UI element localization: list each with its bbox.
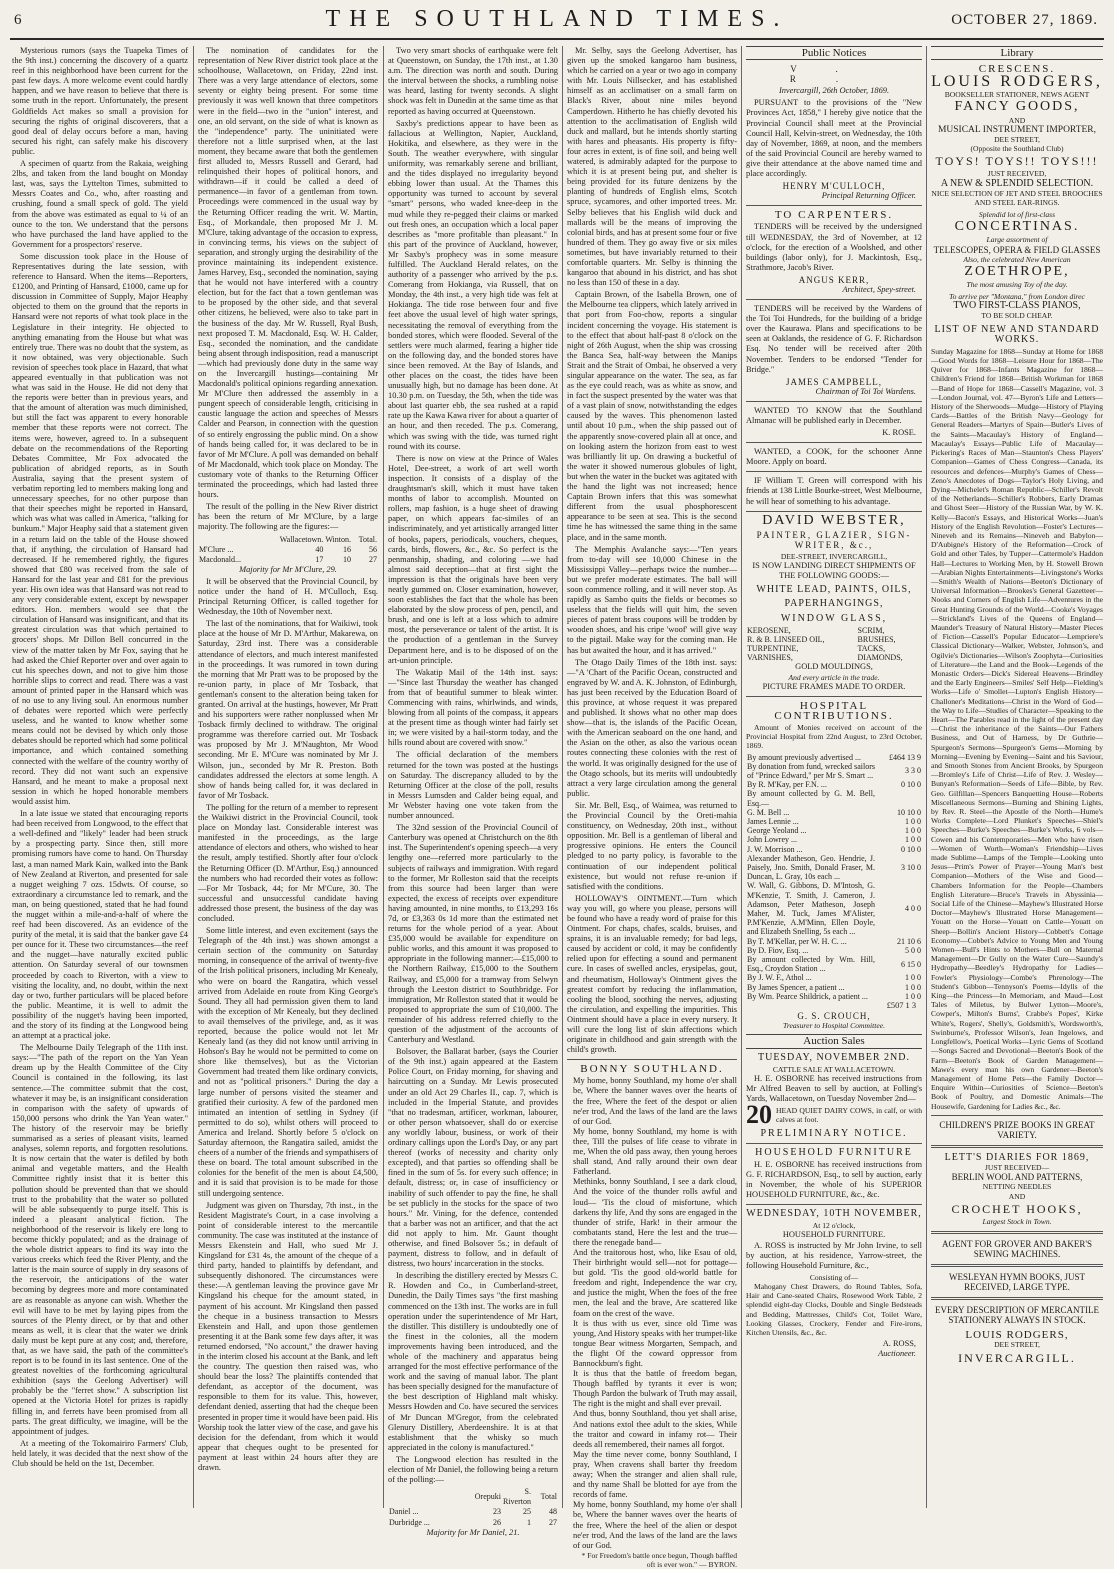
- divider: [931, 1231, 1103, 1234]
- table-row: [746, 937, 922, 946]
- issue-date: OCTOBER 27, 1869.: [951, 12, 1098, 28]
- poem-stanza: My home, bonny Southland, my home is with thee, Till the pulses of life cease to vibrate in me, When the old pass away, then young heroes shall stand, And rally around their own dear Fatherland.: [573, 1126, 737, 1177]
- hospital-total: £507 1 3: [886, 1001, 916, 1011]
- table-row: [388, 1507, 558, 1517]
- masthead-rule: [10, 38, 1104, 40]
- divider: [931, 1297, 1103, 1300]
- sale-lot: [746, 1100, 922, 1130]
- table-row: [746, 762, 922, 780]
- ad-note: TO BE SOLD CHEAP.: [981, 311, 1053, 321]
- table-cell: 1 0 0: [905, 835, 921, 845]
- table-cell: Orepuki: [474, 1492, 501, 1502]
- ad-note: The most amusing Toy of the day.: [966, 279, 1068, 289]
- section-heading-public-notices: Public Notices: [746, 46, 922, 60]
- ad-goods: CHILDREN'S PRIZE BOOKS IN GREAT VARIETY.: [939, 1119, 1095, 1140]
- ad-note: To arrive per "Montana," from London direc: [949, 292, 1085, 302]
- table-cell: TACKS,: [857, 644, 886, 654]
- table-cell: 48: [549, 1507, 557, 1517]
- poem-stanza: Methinks, bonny Southland, I see a dark cloud, And the voice of the thunder rolls awful and loud— 'Tis the cloud of misfortune, which darkens thy life, And thy sons are engaged in the thunder of strife, Hark! in their armour the combatants stand, Here the lest and the true—there the renegade band—: [573, 1177, 737, 1247]
- goods-list: [746, 626, 922, 663]
- ad-note: Largest Stock in Town.: [982, 1216, 1052, 1226]
- ad-intro: Amount of Monies received on account of the Provincial Hospital from 22nd August, to 23rd October, 1869.: [746, 723, 922, 751]
- table-cell: J. W. Morrison ...: [747, 844, 803, 854]
- sale-heading: PRELIMINARY NOTICE.: [760, 1127, 908, 1139]
- ad-goods: WINDOW GLASS,: [780, 612, 888, 624]
- table-cell: Wallacetown.: [279, 534, 324, 544]
- news-column-1: [12, 46, 188, 1510]
- table-cell: 25: [523, 1507, 531, 1517]
- table-cell: 4 0 0: [905, 904, 921, 914]
- divider: [746, 696, 922, 697]
- ad-goods: GOLD MOULDINGS,: [795, 662, 873, 672]
- table-cell: 1 0 0: [905, 826, 921, 836]
- article-paragraph: The result of the polling in the New River district has been the return of Mr M'Clure, by a large majority. The following are the figures:—: [198, 502, 378, 532]
- ad-heading: LIST OF NEW AND STANDARD WORKS.: [934, 323, 1100, 345]
- ad-goods: MUSICAL INSTRUMENT IMPORTER,: [937, 124, 1097, 135]
- advertiser-address: DEE STREET,: [994, 1339, 1040, 1349]
- table-row: [746, 789, 922, 807]
- table-row: [746, 854, 922, 882]
- table-cell: 6 15 0: [901, 959, 921, 969]
- ad-goods: PICTURE FRAMES MADE TO ORDER.: [762, 681, 906, 691]
- table-cell: 1 0 0: [905, 991, 921, 1001]
- poem: [567, 1064, 737, 1569]
- ad-signature-title: Architect, Spey-street.: [842, 284, 916, 294]
- masthead: [0, 0, 1114, 44]
- advertiser-name: DAVID WEBSTER,: [762, 512, 906, 528]
- ad-goods: TELESCOPES, OPERA & FIELD GLASSES: [933, 244, 1101, 255]
- table-row: [746, 808, 922, 817]
- divider: [746, 442, 922, 443]
- poem-stanza: My home, bonny Southland, my home o'er shall be, Where the banner waves over the hearts of the free, Where the heel of the alien or despot ne'er trod, And the laws of the land are the laws of our God.: [573, 1500, 737, 1550]
- column-divider: [926, 46, 927, 1508]
- ad-goods: LETT'S DIARIES FOR 1869,: [944, 1151, 1090, 1163]
- sale-text: H. E. OSBORNE has received instructions from G. F. RICHARDSON, Esq., to sell by auction, early in November, the whole of his SUPERIOR HOUSEHOLD FURNITURE, &c., &c.: [746, 1159, 922, 1200]
- poem-stanza: My home, bonny Southland, my home o'er shall be, Where the banner waves over the hearts of the free, Where the feet of the despot or alien ne'er trod, And the laws of the land are the laws of our God.: [573, 1076, 737, 1126]
- table-cell: John Lowrey ...: [747, 835, 797, 845]
- section-heading-auction-sales: Auction Sales: [746, 1034, 922, 1048]
- article-paragraph: The Melbourne Daily Telegraph of the 11th inst. says:—"The path of the report on the Yan Yean dream up by the Health Committee of the City Council is contained in the following, its last sentence.—The committee submit that the cost, whatever it may be, is an insignificant consideration in comparison with the safety of upwards of 150,000 persons who drink the Yan Yean water." The history of the reservoir may be briefly summarised as a series of pleasant visits, learned analyses, solemn reports, and forgotten resolutions. It is now certain that the water is defiled by both animal and vegetable matters, and the Health Committee rightly insist that it is better this pollution should be prevented than that we should trust to the probability that the water so polluted will be able subsequently to purge itself. This is indeed a pleasant analytical fiction. The neighborhood of the reservoir is likely ere long to become thickly populated; and as the drainage of the whole district appears to find its way into the various creeks which feed the River Plenty, and the latter is the main source of supply in dry seasons of the reservoir, the anticipations of the water becoming by degrees more and more contaminated are as reasonable as anyone can wish. Whether the evil will have to be met by laying pipes from the sources of the Plenty direct, or by that and other means as well, it is clear that the water we drink daily must be kept pure at any cost; and, therefore, that, as we have said, the path of the committee's report is to be found in its last sentence. One of the greatest novelties of the forthcoming agricultural exhibition (says the Geelong Advertiser) will probably be the "ferret show." A subscription list opened at the Victoria Hotel for prizes is rapidly filling in, and ferrets have been promised from all parts. The great difficulty, we imagine, will be the appointment of judges.: [12, 1043, 188, 1436]
- table-cell: 0 10 0: [901, 780, 921, 790]
- article-paragraph: Mr. Selby, says the Geelong Advertiser, has given up the smoked kangaroo ham business, which he carried on a year or two ago in company with Mr. Louis Nillsecker, and has established himself as an acclimatiser on a small farm on Black's River, about nine miles beyond Camperdown. Hitherto he has chiefly devoted his attention to the acclimatisation of English wild duck and mallard, but he intends shortly starting with hares and pheasants. His property is fifty-four acres in extent, is of fine soil, and being well watered, is admirably adapted for the purpose to which it is at present being put, and shelter is being provided for its future denizens by the planting of hundreds of English elms, Scotch spruce, sycamores, and other imported trees. Mr. Selby believes that his English wild duck and mallards will be the means of improving the colonial birds, and has at present some four or five hundred of them. They go away five or six miles sometimes, but have invariably returned to their comfortable quarters. Mr. Selby is thinning the kangaroo that abound in his district, and has shot no less than 150 of these in a day.: [567, 46, 737, 288]
- table-cell: 3 10 0: [901, 863, 921, 873]
- ad-goods: FANCY GOODS,: [954, 99, 1080, 115]
- poem-stanza: And the traitorous host, who, like Esau of old, Their birthright would sell—not for pottage—but gold. 'Tis the good old-world battle for freedom and right, Independence the war cry, and justice the might, When the foes of the free men, the leal and the brave, Are scattered like foam on the crest of the wave.: [573, 1247, 737, 1318]
- table-cell: Daniel ...: [389, 1507, 419, 1517]
- table-cell: 23: [493, 1507, 501, 1517]
- poem-stanza: It is thus that the battle of freedom began, Though baffled by tyrants it ever is won; Though Pardon the bulwark of Truth may assail, The right is the might and shall ever prevail.: [573, 1369, 737, 1409]
- ad-signature: K. ROSE.: [882, 428, 916, 438]
- ad-conjunction: AND: [1008, 1191, 1026, 1201]
- sale-lot-desc: HEAD QUIET DAIRY COWS, in calf, or with calves at foot.: [776, 1106, 922, 1125]
- poem-stanza: And thus, bonny Southland, thou yet shall arise, And nations extol thee adult to the skies, While the traitor and coward in infamy rot— Their deeds all remembered, their names all forgot.: [573, 1409, 737, 1449]
- notice-signature: HENRY M'CULLOCH,: [782, 181, 886, 192]
- column-divider: [741, 46, 742, 1508]
- table-cell: By amount collected by Wm. Hill, Esq., Croydon Station ...: [747, 955, 875, 974]
- table-cell: By James Spencer, a patient ...: [747, 982, 845, 992]
- article-paragraph: The 32nd session of the Provincial Council of Canterbury was opened at Christchurch on the 8th inst. The Superintendent's opening speech—a very lengthy one—referred more particularly to the subjects of railways and immigration. With regard to the former, Mr Rolleston said that the receipts from this source had been larger than were expected, the excess of receipts over expenditure having amounted, in nine months, to £13,293 16s 7d, or £3,363 0s 1d more than the estimated net returns for the whole period of a year. About £35,000 would be available for expenditure on public works, and this amount it was proposed to appropriate in the following manner:—£15,000 to the Northern Railway, £15,000 to the Southern Railway, and £5,000 for a tramway from Selwyn through the Leeston district to Southbridge. For immigration, Mr Rolleston stated that it would be proposed to appropriate the sum of £10,000. The remainder of his address referred chiefly to the question of the adjustment of the accounts of Canterbury and Westland.: [388, 823, 558, 1045]
- poll-results-table: [198, 535, 378, 565]
- article-paragraph: The last of the nominations, that for Waikiwi, took place at the house of Mr D. M'Arthur, Makarewa, on Saturday, 23rd inst. There was a considerable attendance of electors, and much interest manifested in the proceedings. It was rumored in town during the morning that Mr Pratt was to be proposed by the re-union party, in place of Mr Tosback, that gentleman's consent to the alteration being taken for granted. On arrival at the hustings, however, Mr Pratt and his supporters were rather nonplussed when Mr Tosback firmly declined to withdraw. The original programme was therefore carried out. Mr Tosback was proposed by Mr J. M'Naughton, Mr Wood seconding. Mr E. M'Cure was nominated by Mr J. Wilson, jun., seconded by Mr R. Preston. Both candidates addressed the electors at some length. A show of hands being called for, it was declared in favor of Mr Tosback.: [198, 619, 378, 800]
- article-paragraph: The polling for the return of a member to represent the Waikiwi district in the Provincial Council, took place on Monday last. Considerable interest was manifested in the proceedings, as the large attendance of electors and others, who wished to hear the result, amply testified. Shortly after four o'clock the Returning Officer (D. M'Arthur, Esq.) announced the numbers who had recorded their votes as follow:—For Mr Tosback, 44; for Mr M'Cure, 30. The successful and unsuccessful candidate having addressed those present, the business of the day was concluded.: [198, 802, 378, 923]
- ad-note: JUST RECEIVED,: [987, 169, 1047, 179]
- ad-note: Splendid lot of first-class: [978, 210, 1056, 220]
- advertiser-trade: BOOKSELLER STATIONER, NEWS AGENT: [944, 90, 1090, 100]
- poem-footnote: * For Freedom's battle once begun, Though baffled oft is ever won." — BYRON.: [581, 1550, 737, 1569]
- table-cell: By amount collected by G. M. Bell, Esq.—: [747, 789, 875, 808]
- article-paragraph: Sir. Mr. Bell, Esq., of Waimea, was returned to the Provincial Council by the Oreti-mahia constituency, on Wednesday, 20th inst., without opposition. Mr. Bell is a gentleman of liberal and progressive opinions. He enters the Council pledged to no party policy, is favorable to the continuation of our independent political existence, but would not refuse re-union if satisfied with the conditions.: [567, 800, 737, 891]
- article-paragraph: There is now on view at the Prince of Wales Hotel, Dee-street, a work of art well worth inspection. It consists of a display of the draughtsman's skill, which it must have taken months of labor to accomplish. Mounted on rollers, map fashion, is a huge sheet of drawing paper, on which appears fac-similes of an indiscriminately, and yet artistically arranged litter of books, papers, periodicals, vouchers, cheques, cards, birds, flowers, &c., &c. So perfect is the penmanship, shading, and coloring —we had almost said deception—that at first sight the impression is that the originals have been very neatly gummed on. Closer examination, however, soon establishes the fact that the whole has been elaborated by the slow process of pen, pencil, and brush, and one is left at a loss which to admire most, the perseverance or talent of the artist. It is the production of a gentleman in the Survey Department here, and is to be disposed of on the art-union principle.: [388, 453, 558, 665]
- table-cell: 1 0 0: [905, 982, 921, 992]
- sale-title: HOUSEHOLD FURNITURE.: [782, 1230, 886, 1240]
- article-paragraph: The Longwood election has resulted in the election of Mr Daniel, the following being a return of the polling:—: [388, 1454, 559, 1485]
- ad-goods: BERLIN WOOL AND PATTERNS,: [951, 1172, 1083, 1183]
- table-cell: Macdonald...: [199, 554, 241, 564]
- ad-goods: WHITE LEAD, PAINTS, OILS,: [756, 584, 912, 596]
- article-paragraph: Captain Brown, of the Isabella Brown, one of the Melbourne tea clippers, which lately arrived in that port from Foo-chow, reports a singular incident concerning the voyage. His statement is to the effect that about half-past 8 o'clock on the night of 26th August, when the ship was crossing the Banca Sea, half-way between the Manips Strait and the Strait of Ombai, he observed a very singular appearance on the water. The sea, as far as the eye could reach, was as white as snow, and in fact the suspect presented by the water was that of a vast plain of snow, notwithstanding the edges caused by the waves. This phenomenon lasted until about 10 p.m., when the ship passed out of the apparently snow-covered plain all at once, and on looking astern the horizon from east to west was brilliantly lit up. On drawing a bucketful of the water it showed numerous globules of light, but when the water in the bucket was agitated with the hand the light was not increased; hence Captain Brown infers that this was somewhat different from the usual phosphorescent appearance to be seen at sea. This is the second time he has witnessed the same thing in the same place, and in the same month.: [567, 290, 738, 542]
- table-cell: 27: [549, 1517, 557, 1527]
- royal-cypher: V. R.: [789, 64, 879, 85]
- ad-note: Also, the celebrated New American: [963, 254, 1071, 264]
- article-paragraph: Mysterious rumors (says the Tuapeka Times of the 9th inst.) concerning the discovery of a quartz reef in this neighborhood have been current for the past few days. A more welcome event could hardly happen, and we have reason to believe that there is some truth in the report. Unfortunately, the present Goldfields Act makes so small a provision for securing the rights of original discoverers, that a good deal of delay occurs before a man, having secured his right, can safely make his discovery public.: [12, 46, 188, 156]
- table-row: [746, 780, 922, 789]
- advertiser-location: (Opposite the Southland Club): [970, 144, 1064, 154]
- table-cell: M'Clure ...: [199, 544, 234, 554]
- table-row: [746, 845, 922, 854]
- table-cell: By Wm. Pearce Shildrick, a patient ...: [747, 991, 868, 1001]
- table-header-row: [388, 1487, 558, 1507]
- poem-stanza: It is thus with us ever, since old Time was young, And History speaks with her trumpet-like tongue Bear witness Morgarten, Sempach, and the flight Of the coward oppressor from Bannockburn's fight.: [573, 1318, 737, 1368]
- advertiser-town: INVERCARGILL.: [958, 1350, 1076, 1365]
- table-cell: 5 0 0: [905, 945, 921, 955]
- advertiser-name: LOUIS RODGERS,: [965, 1328, 1069, 1341]
- ad-goods: PAPERHANGINGS,: [784, 598, 884, 610]
- table-row: [746, 983, 922, 992]
- divider: [746, 401, 922, 402]
- sale-date: TUESDAY, NOVEMBER 2ND.: [757, 1051, 910, 1063]
- notice-signature-title: Principal Returning Officer.: [821, 191, 916, 201]
- table-cell: 17: [315, 554, 324, 564]
- ad-note: Large assortment of: [986, 235, 1048, 245]
- article-paragraph: A specimen of quartz from the Rakaia, weighing 2lbs, and taken from the land bought on Monday last, was, says the Lyttelton Times, submitted to Messrs Coates and Co., who, after roasting and crushing, found a small speck of gold. The yield from the above was estimated as equal to ¼ of an ounce to the ton. We understand that the persons who have purchased the land have applied to the Government for a prospectors' reserve.: [12, 159, 188, 249]
- table-row: [198, 545, 378, 555]
- news-column-3: [388, 46, 559, 1537]
- table-cell: 27: [369, 554, 377, 564]
- sale-text: A. ROSS is instructed by Mr John Irvine, to sell by auction, at his residence, Yarrow-street, the following Household Furniture, &c.,: [746, 1240, 922, 1270]
- poll-majority: Majority for Mr M'Clure, 29.: [239, 564, 337, 574]
- article-paragraph: At a meeting of the Tokomairiro Farmers' Club, held lately, it was decided that the next show of the Club should be held on the 1st, December.: [12, 1438, 188, 1469]
- article-paragraph: Some little interest, and even excitement (says the Telegraph of the 4th inst.) was shown amongst a certain section of the community on Saturday morning, in consequence of the arrival of twenty-five of the Irish political prisoners, including Mr Kenealy, who were on board the Rangatira, which vessel arrived from Adelaide en route from King George's Sound. They all had permission given them to land with the exception of Mr Kenealy, but they declined to avail themselves of the privilege, and, as it was reported, because the police would not let Mr Kenealy land (as they did not know until arriving in Hobson's Bay he would not be permitted to come on shore like themselves), but as the Victorian Government had treated them like ordinary convicts, and not as "political prisoners." During the day a large number of persons visited the steamer and gratified their curiosity. A few of the pardoned men intimated an intention of settling in Sydney (if permitted to do so), whilst others will proceed to America and Ireland. Shortly before 5 o'clock on Saturday afternoon, the Rangatira sailed, amidst the cheers of a number of the friends and sympathisers of these on board. The total amount subscribed in the colonies for the benefit of the men is about £4,500, and it is said that provision is to be made for those still undergoing sentence.: [198, 926, 378, 1198]
- ad-conjunction: AND: [1008, 115, 1026, 125]
- list-item: [746, 635, 922, 644]
- list-item: [746, 644, 922, 653]
- sale-items: Mahogany Chest Drawers, do Round Tables, Sofa, Hair and Cane-seated Chairs, Rosewood Work Table, 2 splendid eight-day Clocks, Double and Single Bedsteads and Bedding, Mattresses, Child's Cot, Toilet Ware, Looking Glasses, Crockery, Fender and Fire-irons, Kitchen Utensils, &c., &c.: [746, 1282, 922, 1338]
- table-cell: TURPENTINE,: [747, 644, 799, 654]
- ad-text: TENDERS will be received by the Wardens of the Toi Toi Hundreds, for the building of a bridge over the Kaurawa. Plans and specifications to be seen at Oaklands, the residence of G. F. Richardson Esq. No tender will be received after 20th November. Tenders to be endorsed "Tender for Bridge.": [746, 304, 922, 374]
- ad-text: IF William T. Green will correspond with his friends at 138 Little Bourke-street, West Melbourne, he will hear of something to his advantage.: [746, 476, 922, 506]
- list-item: [746, 626, 922, 635]
- column-divider: [193, 46, 194, 1508]
- article-paragraph: Judgment was given on Thursday, 7th inst., in the Resident Magistrate's Court, in a case involving a point of considerable interest to the mercantile community. The case was instituted at the instance of Messrs Ekenstein and Hall, who sued Mr J. Kingsland for £31 4s, the amount of the cheque of a third party, handed to plaintiffs by defendant, and subsequently dishonored. The circumstances were these:—A gentleman leaving the province gave Mr Kingsland his cheque for the amount stated, in payment of his account. Mr Kingsland then passed the cheque in a business transaction to Messrs Ekenstein and Hall, and upon those gentlemen presenting it at the Bank some few days after, it was returned endorsed, "No account," the drawer having in the interim closed his account at the Bank, and left the country. The question then raised was, who should bear the loss? The plaintiffs contended that defendant, as acceptor of the document, was responsible to them for its value. This, however, defendant denied, asserting that had the cheque been presented in proper time it would have been paid. His Worship took the latter view of the case, and gave his decision for the defendant, from which it would appear that cheques ought to be presented for payment at least within 24 hours after they are drawn.: [198, 1200, 378, 1473]
- table-cell: SCRIM,: [857, 625, 885, 635]
- section-heading-library: Library: [931, 46, 1103, 60]
- article-paragraph: HOLLOWAY'S OINTMENT.—Turn which way you will, go where you please, persons will be found who have a ready word of praise for this Ointment. For chaps, chafes, scalds, bruises, and sprains, it is an invaluable remedy; for bad legs, caused by accident or cold, it may be confidently relied upon for effecting a sound and permanent cure. In cases of swelled ancles, erysipelas, gout, and rheumatism, Holloway's Ointment gives the greatest comfort by reducing the inflammation, cooling the blood, soothing the nerves, adjusting the circulation, and expelling the impurities. This Ointment should have a place in every nursery. It will cure the long list of skin affections which originate in childhood and gain strength with the child's growth.: [567, 893, 737, 1055]
- divider: [746, 1204, 922, 1205]
- table-cell: S. Riverton: [503, 1487, 531, 1507]
- ad-goods: CONCERTINAS.: [954, 219, 1080, 235]
- table-header-row: [198, 535, 378, 545]
- sale-lot-count: 20: [746, 1100, 772, 1130]
- article-paragraph: It will be observed that the Provincial Council, by notice under the hand of H. M'Culloch, Esq. Principal Returning Officer, is called together for Wednesday, the 10th of November next.: [198, 576, 378, 617]
- table-cell: Total: [540, 1492, 557, 1502]
- article-paragraph: The Otago Daily Times of the 18th inst. says:—"A 'Chart of the Pacific Ocean, constructed and engraved by W. and A. K. Johnston, of Edinburgh, has just been received by the Education Board of this province, at whose request it was prepared and published. It shows what no other map does show—that is, the islands of the Pacific Ocean, with the American seaboard on the one hand, and the Asian on the other, as also the various ocean routes connecting these colonies with the rest of the world. It was originally designed for the use of the Otago schools, but its merits will undoubtedly attract a very large circulation among the general public.: [567, 657, 737, 798]
- table-cell: 10: [343, 554, 351, 564]
- ad-heading: TO CARPENTERS.: [774, 209, 894, 222]
- ad-signature: ANGUS KERR,: [798, 274, 870, 285]
- table-cell: 21 10 6: [897, 936, 921, 946]
- table-cell: [198, 535, 279, 545]
- table-row: [198, 555, 378, 565]
- ad-goods: AGENT FOR GROVER AND BAKER'S SEWING MACHINES.: [942, 1239, 1092, 1260]
- library-column: [931, 46, 1103, 1510]
- ad-heading: HOSPITAL CONTRIBUTIONS.: [774, 699, 894, 722]
- sale-time: At 12 o'clock,: [812, 1221, 856, 1231]
- poem-stanza: May the time never come, bonny Southland, I pray, When cravens shall barter thy freedom away; When the stranger and alien shall rule, and thy name Shall be blotted for aye from the records of fame.: [573, 1449, 737, 1500]
- table-cell: 1 0 0: [905, 817, 921, 827]
- ad-goods: NICE SELECTION OF JET AND STEEL BROOCHES AND STEEL EAR-RINGS.: [931, 188, 1103, 207]
- divider: [746, 205, 922, 206]
- ad-signature: JAMES CAMPBELL,: [785, 376, 882, 387]
- table-row: [746, 973, 922, 982]
- hospital-contributions-table: [746, 753, 922, 1001]
- table-row: [746, 955, 922, 973]
- motto: CRESCENS.: [978, 63, 1056, 76]
- ad-signature: A. ROSS,: [882, 1339, 916, 1349]
- article-paragraph: In describing the distillery erected by Messrs C. R. Howden and Co., in Cumberland-street, Dunedin, the Daily Times says "the first mashing commenced on the 13th inst. The works are in full operation under the superintendence of Mr Hart, the distiller. This distillery is undoubtedly one of the finest in the colonies, all the modern improvements having been introduced, and the whole of the machinery and apparatus being arranged for the most effective performance of the work and the saving of manual labor. The plant has been specially designed for the manufacture of the best description of Highland malt whisky. Messrs Howden and Co. have secured the services of Mr Duncan M'Gregor, from the celebrated Glenury Distillery, Aberdeenshire. It is at that establishment that the whisky so much appreciated in the colony is manufactured.": [388, 1271, 558, 1452]
- divider: [931, 1264, 1103, 1267]
- table-cell: 56: [369, 544, 377, 554]
- table-cell: 40: [315, 544, 324, 554]
- advertiser-name: LOUIS RODGERS,: [931, 73, 1103, 91]
- table-row: [746, 817, 922, 826]
- ad-note: JUST RECEIVED—: [984, 1163, 1050, 1172]
- table-cell: [388, 1487, 474, 1507]
- table-cell: £464 13 9: [889, 752, 921, 762]
- column-divider: [562, 46, 563, 1508]
- table-cell: VARNISHES,: [747, 653, 793, 663]
- table-cell: 0 10 0: [901, 844, 921, 854]
- ad-goods: NETTING NEEDLES: [982, 1182, 1052, 1192]
- divider: [931, 1145, 1103, 1148]
- ad-intro: IS NOW LANDING DIRECT SHIPMENTS OF THE FOLLOWING GOODS:—: [752, 561, 916, 581]
- ad-goods: TOYS! TOYS!! TOYS!!!: [935, 154, 1099, 169]
- article-paragraph: Some discussion took place in the House of Representatives during the late session, with reference to Hansard. When the items—Reporters, £1200, and Printing of Hansard, £1000, came up for discussion in Committee of Supply, Major Heaphy objected to them on the ground that the reports in Hansard were not reports of what took place in the Legislature in their integrity. He objected to anything emanating from the House but what was entirely true. There was no doubt that the system, as it now obtained, was very objectionable. Such revision of speeches took place in Hazard, that what appeared eventually in that publication was not what was said in the House. He did not deny that the reports were better than in previous years, and that the amount of alteration was much diminished, but still the fact was apparent to every honorable member that these reports were not correct. The items were, however, agreed to. In a subsequent debate on the recommendations of the Reporting Debates Committee, Mr Fox advocated the publication of abridged reports, as in South Australia, saying that the present system of verbatim reporting led to members making long and unnecessary speeches, for no other purpose than that their speeches might be reported in Hansard, which was what was called in America, "talking for bunkum." Major Heaphy said that a statement given in a return laid on the table of the House showed that, if anything, the circulation of Hansard had decreased. If he remembered rightly, the figures showed that £80 was received from the sale of Hansard for the last year and £81 for the previous year. His own idea was that Hansard was not read to any very considerable extent, except by newspaper editors. Hon. members would see that the circulation of Hansard was insignificant, and that its greatest circulation was that which pertained to grocers' shops. Mr Dillon Bell concurred in the view of the matter taken by Mr Fox, saying that he had asked the Chief Reporter over and over again to cut his speeches down, and not to give him those horrible slips to correct and read. There was a vast amount of printed paper in the Hansard which was of no use to any living soul. An enormous number of debates were reported which were perfectly useless, and he wanted to know whether some means could not be devised by which only those debates should be reported which had some political importance, and which contained something connected with the welfare of the country worthy of record. They did not want such an expensive Hansard, and he meant to make a proposal next session in which he hoped honorable members would assist him.: [12, 251, 188, 806]
- ad-text: WANTED, a COOK, for the schooner Anne Moore. Apply on board.: [746, 447, 922, 467]
- ad-goods: WESLEYAN HYMN BOOKS, JUST RECEIVED, LARGE TYPE.: [948, 1272, 1085, 1293]
- article-paragraph: The official declaration of the members returned for the town was posted at the hustings on Saturday. The discrepancy alluded to by the Returning Officer at the close of the poll, results in Messrs Lumsden and Calder being equal, and Mr Webster having one vote taken from the number announced.: [388, 750, 558, 821]
- table-cell: 1: [527, 1517, 531, 1527]
- table-cell: [876, 789, 922, 807]
- table-cell: By J. W. F., Athol ...: [747, 973, 812, 983]
- table-cell: G. M. Bell ...: [747, 807, 790, 817]
- sale-date: WEDNESDAY, 10TH NOVEMBER,: [746, 1208, 922, 1220]
- ad-signature-title: Auctioneer.: [878, 1349, 916, 1359]
- list-item: [746, 653, 922, 662]
- book-list: Sunday Magazine for 1868—Sunday at Home for 1868—Good Words for 1868—Leisure Hour for 1868—The Quiver for 1868—Infants Magazine for 1868—Children's Friend for 1868—British Workman for 1868—Band of Hope for 1868—Cassell's Magazine, vol. 3—London Journal, vol. 47—Byron's Life and Letters—History of the Sherwoods—Mudge—History of Playing Cards—Battles of the British Navy—Geology for General Readers—Martyrs of Spain—Butler's Lives of the Saints—Macaulay's History of England—Macaulay's Essays—Public Life of Macaulay—Pickering's Races of Man—Staunton's Chess Players' Companion—Games of Chess Congress—Canada, its resources and defences—Murphy's Games of Chess—Zeno's Anecdotes of Dogs—Taylor's Holy Living, and Dying—Michelet's Roman Republic—Schiller's Revolt of the Netherlands—Schiller's Robbers, Early Dramas and Ghost Seer—History of the Russian War, by W. K. Kelly—Bacon's Essays, and Historical Works—Juan's History of the English Revolution—Foster's Lectures—Nineveh and its Remains—Nineveh and Babylon—D'Aubigne's History of the Reformation—Crock of Gold and other Tales, by Tupper—Cattermole's Haddon Hall—Lectures to Working Men, by H. Stowell Brown—Arabian Nights Entertainments—Livingstone's Works—Smith's Wealth of Nations—Beeton's Dictionary of Universal Information—Brookes's General Gazetteer—Nooks and Corners of English Life—Adventures in the Great Hunting Grounds of the World—Cooke's Voyages—Strickland's Lives of the Queens of England—Maunder's Treasury of Natural History—Master Pieces of Fiction—Cassell's Popular Educator—Lempriere's Classical Dictionary—Walker, Webster, Johnson's, and Ogilvie's Dictionaries—Wilson's Zoophyta—Curiosities of Literature—the Land and the Book—Legends of the Monastic Orders—Dick's Sidereal Heavens—Brindley and the Early Engineers—Smiles' Self Help—Fielding's Works—Life o' Smollet—Lupton's English History—Challoner's Meditations—Christ in the Word of God—the Way to Life—Studies of Character—Speaking to the Heart—The Parables read in the light of the present day—Christ the inheritance of the Saints—Our Fathers Business, and Out of Harness, by Dr Guthrie—Spurgeon's Sermons—Spurgeon's Gems—Morning by Morning—Evening by Evening—Saint and his Saviour, and Smooth Stones from Ancient Brooks, by Spurgeon—Bromley's Life of Christ—Life of Rev. J. Wesley—Bunyan's Reformation—Seeds of Life—Bible, by Rev. Geo. Gilfillan—Spencers Banquetting House—Roberts Miscellaneous Sermons—Burning and Shining Lights, by Rev. R. Steel—the Apostle of the North—Hume's Works Complete—Lord Plunket's Speeches—Shiel's Speeches—Burke's Speeches—Burke's Works, 6 vols—Cowen and his Contemporaries—Men who have risen—Women of Worth—Woman's Friendship—Lives made Sublime—Lamps of the Temple—Looking unto Jesus—Prim's Power of Prayer—Young Man's best Companion—Mothers of the Wise and Good—Chambers Information for the People—Chambers English Literature—Bruce's Travels in Abyssinia—Social Life of the Chinese—Mayhew's Illustrated Horse Doctor—Mayhew's Illustrated Horse Management—Youatt on the Horse—Youatt on Cattle—Youatt on Sheep—Bollin's Ancient History—Cobbett's Cottage Economy—Cobbet's Advice to Young Men and Young Women—Bull's Hints to Mothers—Bull on Maternal Management—Dr Gully on the Water Cure—Saundy's Hydropathy—Beedley's Hydropathy for Ladies—Fowler's Physiology—Combe's Phrenology—The Student's Gibbon—Tennyson's Poems—Idylls of the King—the Princess—In Memoriam, and Maud—Lost Tales of Miletus, by Bulwer Lytton—Moore's, Cowper's, Milton's Burns', Crabbe's Popes', Kirke White's, Rogers', Shelly's, Goldsmith's, Wordsworth's, Swinburne's, Professor Wilson's, Jean Ingelows, and Longfellow's, Poetical Works—Lyric Gems of Scotland—Songs Sacred and Devotional—Beeton's Book of the Farm—Beeton's Book of Garden Management—Mawe's every man his own Gardener—Beeton's Management of Home Pets—the Family Doctor—Enquire Within—Curiosities of Science—Beeton's Book of Poultry, and Domestic Animals—The Housewife, Gardening for Ladies &c., &c.: [931, 346, 1103, 1111]
- table-cell: 16: [343, 544, 351, 554]
- longwood-poll-table: [388, 1487, 558, 1527]
- article-paragraph: In a late issue we stated that encouraging reports had been received from Longwood, to the effect that a well-defined and "likely" leader had been struck by a prospecting party. Since then, still more promising rumors have come to hand. On Thursday last, a man named Mark Kain, walked into the Bank of New Zealand at Riverton, and presented for sale a nugget weighing 7 ozs. 15dwts. Of course, so extraordinary a circumstance led to remark, and the man, on being questioned, stated that he had found the nugget within a mile-and-a-half of where the reef had been discovered. As an evidence of the purity of the metal, it is said that the banker gave £4 per ounce for it. These two circumstances—the reef and the nugget—have naturally excited public attention. On Saturday several of our townsmen proceeded by coach to Riverton, with a view to visiting the locality, and, no doubt, within the next day or two, further particulars will be placed before the public. Meantime, it is well to admit the possibility of the nugget's having been imported, and the story of its finding at the Longwood being an attempt at a practical joke.: [12, 809, 188, 1041]
- ad-goods: EVERY DESCRIPTION OF MERCANTILE STATIONERY ALWAYS IN STOCK.: [935, 1305, 1099, 1326]
- table-cell: By donation from fund, wrecked sailors of "Prince Edward," per Mr S. Smart ...: [747, 761, 875, 781]
- advertiser-address: DEE STREET,: [994, 134, 1040, 144]
- ad-note: And every article in the trade.: [788, 672, 880, 682]
- table-row: [388, 1518, 558, 1528]
- notices-column: [746, 46, 922, 1510]
- article-paragraph: The nomination of candidates for the representation of New River district took place at the schoolhouse, Wallacetown, on Friday, 22nd inst. There was a very large attendance of electors, some seventy or eighty being present. For some time previously it was well known that three competitors were in the field—two in the "union" interest, and one, an old servant, on the side of what is known as the "independence" party. The uninitiated were therefore not a little surprised when, at the last moment, they became aware that both the gentlemen first alluded to, Messrs Russell and Gerard, had relinquished their hopes of political honors, and withdrawn—if it could be called a deed of permanence—in favor of a gentleman from town. Proceedings were commenced in the usual way by the Returning Officer reading the writ. W. Martin, Esq., of Morkandale, then proposed Mr J. M. M'Clure, taking advantage of the occasion to express, in convincing terms, his views on the subject of separation, and strongly urging the desirability of the province maintaining its independent existence. James Harvey, Esq., seconded the nomination, saying that he would not have interfered with a country election, but for the fact that a town gentleman was to be proposed by the other side, and that several other citizens, he believed, were also to take part in the business of the day. Mr W. Russell, Ryal Bush, next proposed T. M. Macdonald, Esq. W. H. Calder, Esq., seconded the nomination, and the candidate being absent through indisposition, read a manuscript—which had previously done duty in the same way on the Invercargill hustings—containing Mr Macdonald's political opinions regarding annexation. Mr M'Clure then addressed the assembly in a pungent speech of considerable length, criticising in caustic language the action and speeches of Messrs Calder and Pearson, in connection with the question of so entirely engrossing the public mind. On a show of hands being called for, it was declared to be in favor of Mr M'Clure. A poll was demanded on behalf of Mr Macdonald, which took place on Monday. The customary vote of thanks to the Returning Officer terminated the proceedings, which had lasted three hours.: [198, 46, 378, 500]
- column-divider: [383, 46, 384, 1508]
- table-cell: By D. Fiov, Esq. ...: [747, 945, 809, 955]
- table-cell: DIAMONDS,: [857, 653, 903, 663]
- longwood-majority: Majority for Mr Daniel, 21.: [426, 1527, 520, 1537]
- ad-signature-title: Treasurer to Hospital Committee.: [783, 1021, 885, 1031]
- sale-heading: HOUSEHOLD FURNITURE: [755, 1146, 913, 1158]
- table-cell: BRUSHES,: [857, 634, 896, 644]
- table-row: [746, 992, 922, 1001]
- table-cell: Alexander Matheson, Geo. Hendrie, J. Paisely, Jno. Smith, Donald Fraser, M. Duncan, L. Gray, 10s each ...: [747, 853, 875, 882]
- table-cell: 3 3 0: [905, 766, 921, 776]
- divider: [931, 1115, 1103, 1116]
- article-paragraph: Bolsover, the Ballarat barber, (says the Courier of the 9th inst.) again appeared at the Eastern Police Court, on Friday morning, for shaving and haircutting on a Sunday. Mr Lewis prosecuted under an old Act 29 Charles II., cap. 7, which is included in the Imperial Statute, and provides "that no tradesman, artificer, workman, labourer, or other person whatsoever, shall do or exercise any worldly labour, business, or work of their ordinary callings upon the Lord's Day, or any part thereof (works of necessity and charity only excepted), and that parties so offending shall be fined in the sum of 5s. for every such offence; in default, distress; or, in case of insufficiency or inability of such offender to pay the fine, he shall be set publicly in the stocks for the space of two hours." Mr. Vining, for the defence, contended that a barber was not an artificer, and that the act did not apply to him. Mr. Gaunt thought otherwise, and fined Bolsover 5s.; in default of payment, distress to follow, and in default of distress, two hours' incarceration in the stocks.: [388, 1047, 558, 1269]
- table-row: [746, 946, 922, 955]
- table-cell: By R. M'Kay, per F.N. ...: [747, 780, 827, 790]
- table-cell: Durbridge ...: [389, 1517, 430, 1527]
- table-row: [746, 753, 922, 762]
- ad-goods: ZOETHROPE,: [964, 263, 1070, 279]
- page-number: 6: [14, 12, 22, 28]
- article-paragraph: The Wakatip Mail of the 14th inst. says:—"Since last Thursday the weather has changed from that of beautiful summer to bleak winter. Commencing with rains, whirlwinds, and winds, blowing from all points of the compass, it appears at the present time as though winter had fairly set in; we were visited by a hail-storm today, and the hills round about are covered with snow.": [388, 667, 558, 748]
- newspaper-title: THE SOUTHLAND TIMES.: [325, 6, 789, 32]
- table-cell: R. & B. LINSEED OIL,: [747, 634, 825, 644]
- table-cell: By T. M'Kellar, per W. H. C. ...: [747, 936, 847, 946]
- table-row: [746, 826, 922, 835]
- ad-goods: CROCHET HOOKS,: [951, 1201, 1083, 1216]
- table-cell: George Yeoland ...: [747, 826, 807, 836]
- table-cell: By amount previously advertised ...: [747, 752, 861, 762]
- sale-text: H. E. OSBORNE has received instructions from Mr Alfred Beaven to sell by auction, at Folling's Yards, Wallacetown, on Tuesday November 2nd—: [746, 1073, 922, 1104]
- table-cell: W. Wall, G. Gibbons, D. M'Intosh, G. M'Kenzie, T. Smith, J. Cameron, J. Adamson, Peter Matheson, Joseph Maher, M. Tuck, James M'Alister, P.M'Kenzie, A.M'Minn, Ellen Doyle, and Elizabeth Snelling, 5s each ...: [747, 881, 875, 937]
- table-row: [746, 881, 922, 936]
- table-row: [746, 835, 922, 844]
- news-column-2: [198, 46, 378, 1510]
- ad-signature: G. S. CROUCH,: [797, 1011, 871, 1022]
- article-paragraph: The Memphis Avalanche says:—"Ten years from to-day will see 10,000 Chinese in the Mississippi Valley—perhaps twice the number—but we prefer moderate estimates. The ball will soon commence rolling, and it will never stop. As rapidly as Sambo quits the fields or becomes so useless that the fields will quit him, the seven pieces of patent brass coupons will be trodden by wooden shoes, and his cripe 'woof' will give way to the pigtail. Make way for the coming man. He has but awaited the hour, and it has arrived.": [567, 544, 737, 655]
- ad-goods: A NEW & SPLENDID SELECTION.: [940, 177, 1094, 189]
- sale-note: Consisting of—: [809, 1272, 859, 1282]
- ad-signature-title: Chairman of Toi Toi Wardens.: [815, 386, 916, 396]
- table-cell: 1 0 0: [905, 973, 921, 983]
- advertiser-trade: PAINTER, GLAZIER, SIGN-WRITER, &c.,: [756, 529, 912, 550]
- table-cell: James Lennie ...: [747, 817, 799, 827]
- divider: [746, 299, 922, 300]
- news-column-4: [567, 46, 738, 1569]
- notice-date: Invercargill, 26th October, 1869.: [778, 86, 890, 96]
- sale-title: CATTLE SALE AT WALLACETOWN.: [772, 1064, 896, 1074]
- table-cell: Winton.: [325, 534, 351, 544]
- ad-text: WANTED TO KNOW that the Southland Almanac will be published early in December.: [746, 405, 922, 425]
- table-cell: 10 10 0: [897, 807, 921, 817]
- divider: [746, 1143, 922, 1144]
- poem-title: BONNY SOUTHLAND.: [580, 1063, 724, 1076]
- divider: [746, 471, 922, 472]
- article-paragraph: Two very smart shocks of earthquake were felt at Queenstown, on Sunday, the 17th inst., at 1.30 a.m. The direction was north and south. During the interval between the shocks, a rumbling noise was heard, lasting for twenty seconds. A slight shock was felt in Dunedin at the same time as that reported as having occurred at Queenstown.: [388, 46, 558, 116]
- table-cell: 26: [493, 1517, 501, 1527]
- notice-text: PURSUANT to the provisions of the "New Provinces Act, 1858," I hereby give notice that the Provincial Council shall meet at the Provincial Council Hall, Kelvin-street, on Wednesday, the 10th day of November, 1869, at noon, and the members of the said Provincial Council are hereby warned to give their attendance at the above named time and place accordingly.: [746, 98, 922, 179]
- table-cell: KEROSENE,: [747, 625, 791, 635]
- ad-goods: TWO FIRST-CLASS PIANOS,: [953, 300, 1081, 312]
- article-paragraph: Saxby's predictions appear to have been as fallacious at Wellington, Napier, Auckland, Hokitika, and elsewhere, as they were in the South. The weather everywhere, with singular uniformity, was remarkably serene and brilliant, and the tides displayed no irregularity beyond ebbing lower than usual. At the Thames this opportunity was turned to account by several "smart" persons, who waded knee-deep in the mud while they re-pegged their claims or marked out fresh ones, an occupation which a local paper describes as "more profitable than pleasant." In this part of the province of Auckland, however, Mr Saxby's prophecy was in some measure fulfilled. The Auckland Herald relates, on the authority of a passenger who arrived by the p.s. Comerang from Hokianga, via Russell, that on Monday, the 4th inst., a very high tide was felt at Hokianga. The tide rose between four and five feet above the usual level of high water springs, necessitating the removal of everything from the bonded stores, which were flooded. Several of the settlers were much alarmed, fearing a higher tide on the following day, and the bonded stores have since been removed. At the Bay of Islands, and other places on the coast, the tides have been unusually high, but no damage has been done. At 10.30 p.m. on Tuesday, the 5th, when the tide was about last quarter ebb, the sea rushed at a rapid rate up the Kawa Kawa river for about a quarter of an hour, and then receded. The p.s. Comerang, which was swing with the tide, was turned right round with its course.: [388, 118, 558, 451]
- ad-text: TENDERS will be received by the undersigned till WEDNESDAY, the 3rd of November, at 12 o'clock, for the erection of a Woolshed, and other buildings (labor only), for J. Mackintosh, Esq., Strathmore, Jacob's River.: [746, 222, 922, 272]
- table-cell: Total.: [358, 534, 377, 544]
- divider: [567, 1059, 737, 1060]
- divider: [746, 511, 922, 512]
- advertiser-address: DEE-STREET, INVERCARGILL,: [780, 551, 888, 561]
